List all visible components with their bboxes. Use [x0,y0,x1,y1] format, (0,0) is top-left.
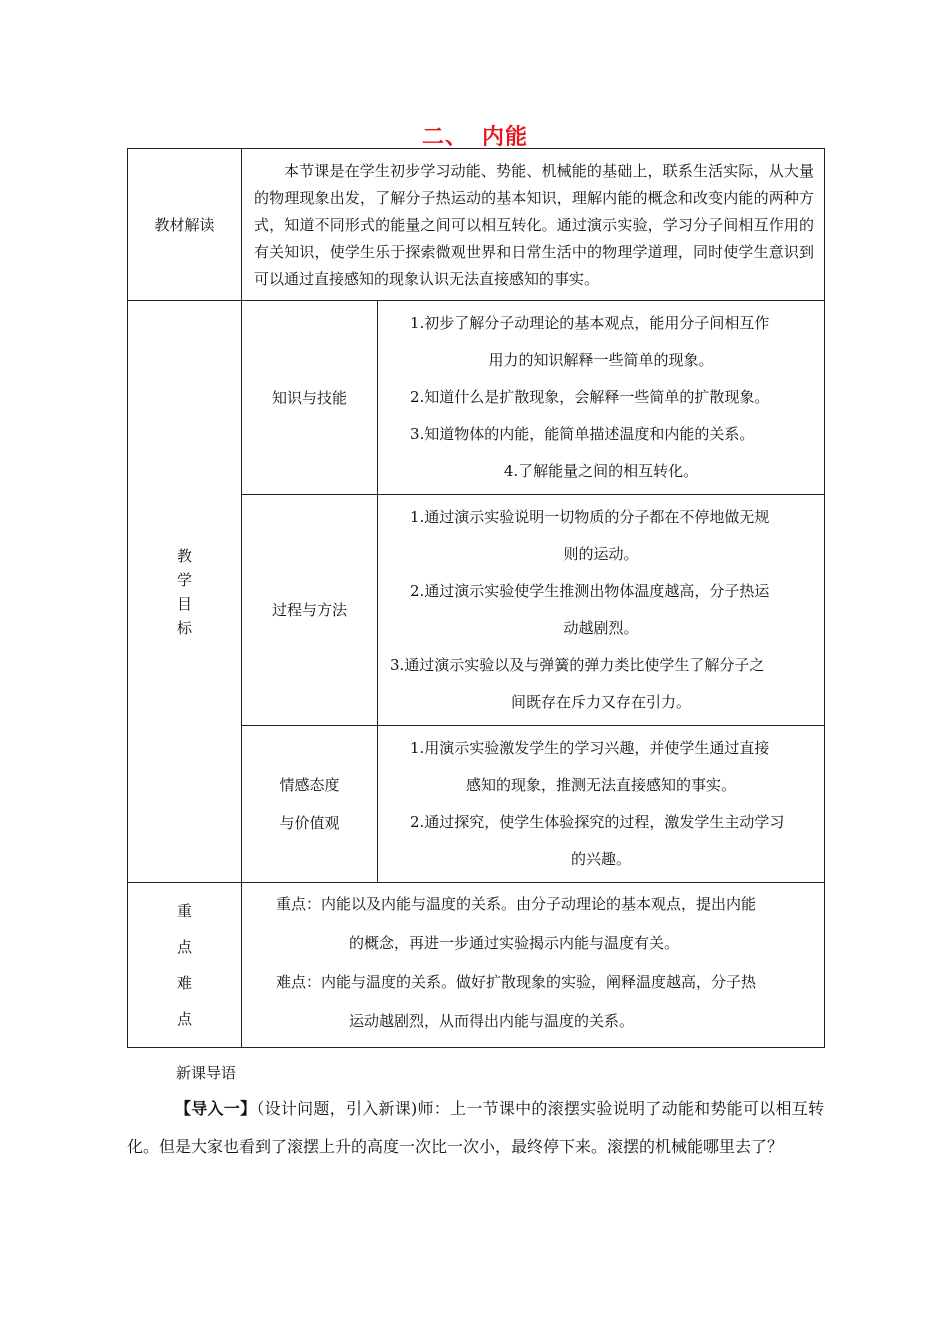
key-difficult-label: 重 点 难 点 [128,883,242,1048]
page-title [0,120,950,151]
textbook-analysis-label: 教材解读 [128,149,242,301]
textbook-analysis-text: 本节课是在学生初步学习动能、势能、机械能的基础上，联系生活实际，从大量的物理现象出发，了解分子热运动的基本知识，理解内能的概念和改变内能的两种方式，知道不同形式的能量之间可以相互转化。通过演示实验，学习分子间相互作用的有关知识，使学生乐于探索微观世界和日常生活中的物理学道理，同时使学生意识到可以通过直接感知的现象认识无法直接感知的事实。 [254,162,814,288]
intro-lead: 【导入一】 [175,1099,257,1118]
goal-category-attitude: 情感态度 与价值观 [242,726,378,883]
key-difficult-row [128,883,825,1048]
intro-paragraph [127,1090,824,1166]
goal-category-process: 过程与方法 [242,495,378,726]
goal-category-knowledge: 知识与技能 [242,301,378,495]
section-heading: 新课导语 [176,1064,237,1082]
goal-text-attitude: 1.用演示实验激发学生的学习兴趣，并使学生通过直接 感知的现象，推测无法直接感知的事实。 2.通过探究，使学生体验探究的过程，激发学生主动学习 的兴趣。 [378,726,825,883]
goal-row-knowledge [128,301,825,495]
key-difficult-text: 重点：内能以及内能与温度的关系。由分子动理论的基本观点，提出内能 的概念，再进一步通过实验揭示内能与温度有关。 难点：内能与温度的关系。做好扩散现象的实验，阐释温度越高，分子热 运动越剧烈，从而得出内能与温度的关系。 [242,883,825,1048]
title-number: 二、 [421,125,468,150]
textbook-analysis-row [128,149,825,301]
teaching-goals-label: 教 学 目 标 [128,301,242,883]
title-text: 内能 [482,125,529,150]
goal-text-knowledge: 1.初步了解分子动理论的基本观点，能用分子间相互作 用力的知识解释一些简单的现象。 2.知道什么是扩散现象，会解释一些简单的扩散现象。 3.知道物体的内能，能简单描述温度和内能的关系。 4.了解能量之间的相互转化。 [378,301,825,495]
lesson-plan-table [127,148,825,1048]
goal-text-process: 1.通过演示实验说明一切物质的分子都在不停地做无规 则的运动。 2.通过演示实验使学生推测出物体温度越高，分子热运 动越剧烈。 3.通过演示实验以及与弹簧的弹力类比使学生了解分子之 间既存在斥力又存在引力。 [378,495,825,726]
intro-body: （设计问题，引入新课)师：上一节课中的滚摆实验说明了动能和势能可以相互转化。但是大家也看到了滚摆上升的高度一次比一次小，最终停下来。滚摆的机械能哪里去了？ [127,1099,824,1156]
textbook-analysis-cell [242,149,825,301]
